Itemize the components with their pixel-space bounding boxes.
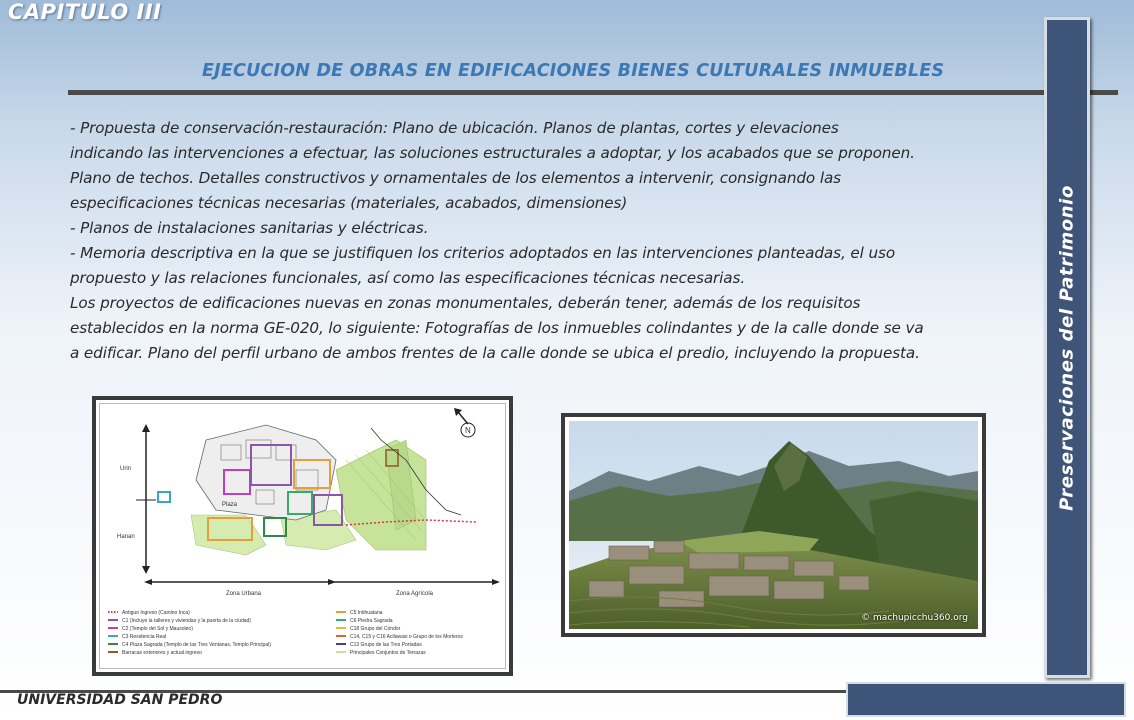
chapter-title: CAPITULO III — [8, 0, 162, 24]
map-label-zona-urbana: Zona Urbana — [226, 591, 262, 597]
slide-subtitle: EJECUCION DE OBRAS EN EDIFICACIONES BIENES CULTURALES INMUEBLES — [202, 61, 945, 81]
body-line: - Propuesta de conservación-restauración: Plano de ubicación. Planos de plantas, cortes y elevaciones — [70, 119, 839, 137]
legend-label: C1 (Incluye la talleres y viviendas y la puerta de la ciudad) — [122, 618, 251, 624]
top-divider — [68, 90, 1118, 95]
legend-label: C18 Grupo del Cóndor — [350, 626, 401, 632]
map-label-plaza: Plaza — [222, 502, 238, 508]
body-line: - Planos de instalaciones sanitarias y eléctricas. — [70, 219, 429, 237]
footer-text: UNIVERSIDAD SAN PEDRO — [17, 692, 223, 708]
map-label-zona-agricola: Zona Agrícola — [396, 591, 434, 597]
legend-label: Antiguo Ingreso (Camino Inca) — [122, 610, 190, 616]
corner-box — [846, 682, 1126, 717]
body-line: indicando las intervenciones a efectuar, las soluciones estructurales a adoptar, y los acabados que se proponen. — [70, 144, 915, 162]
legend-label: C2 (Templo del Sol y Mausoleo) — [122, 626, 193, 632]
body-line: propuesto y las relaciones funcionales, así como las especificaciones técnicas necesarias. — [70, 269, 746, 287]
svg-text:N: N — [465, 426, 471, 435]
photo-watermark: © machupicchu360.org — [861, 613, 968, 623]
body-line: establecidos en la norma GE-020, lo siguiente: Fotografías de los inmuebles colindantes y de la calle donde se va — [70, 319, 924, 337]
legend-label: C6 Piedra Sagrada — [350, 618, 393, 624]
legend-label: C4 Plaza Sagrada (Templo de las Tres Ventanas, Templo Principal) — [122, 642, 271, 648]
body-line: - Memoria descriptiva en la que se justifiquen los criterios adoptados en las intervenciones planteadas, el uso — [70, 244, 896, 262]
side-panel-title: Preservaciones del Patrimonio — [1056, 184, 1078, 511]
side-panel — [1044, 17, 1090, 678]
legend-label: C5 Intihuatana — [350, 610, 383, 616]
machu-picchu-photo — [561, 413, 986, 637]
site-plan-image — [92, 396, 513, 676]
legend-label: Principales Conjuntos de Terrazas — [350, 650, 426, 656]
north-arrow-icon — [454, 408, 475, 437]
body-line: especificaciones técnicas necesarias (materiales, acabados, dimensiones) — [70, 194, 628, 212]
legend-label: C13 Grupo de las Tres Portadas — [350, 642, 422, 648]
map-legend — [108, 610, 463, 656]
legend-label: C3 Residencia Real — [122, 634, 167, 640]
legend-label: C14, C15 y C16 Acllawasi o Grupo de los Morteros — [350, 634, 463, 640]
body-line: a edificar. Plano del perfil urbano de ambos frentes de la calle donde se ubica el predio, incluyendo la propuesta. — [70, 344, 920, 362]
map-label-hanan: Hanan — [117, 534, 135, 540]
body-line: Los proyectos de edificaciones nuevas en zonas monumentales, deberán tener, además de los requisitos — [70, 294, 861, 312]
body-line: Plano de techos. Detalles constructivos y ornamentales de los elementos a intervenir, consignando las — [70, 169, 841, 187]
map-label-urin: Urin — [120, 466, 132, 472]
legend-label: Barracas exteriores y actual ingreso — [122, 650, 202, 656]
body-paragraph — [70, 116, 1022, 366]
